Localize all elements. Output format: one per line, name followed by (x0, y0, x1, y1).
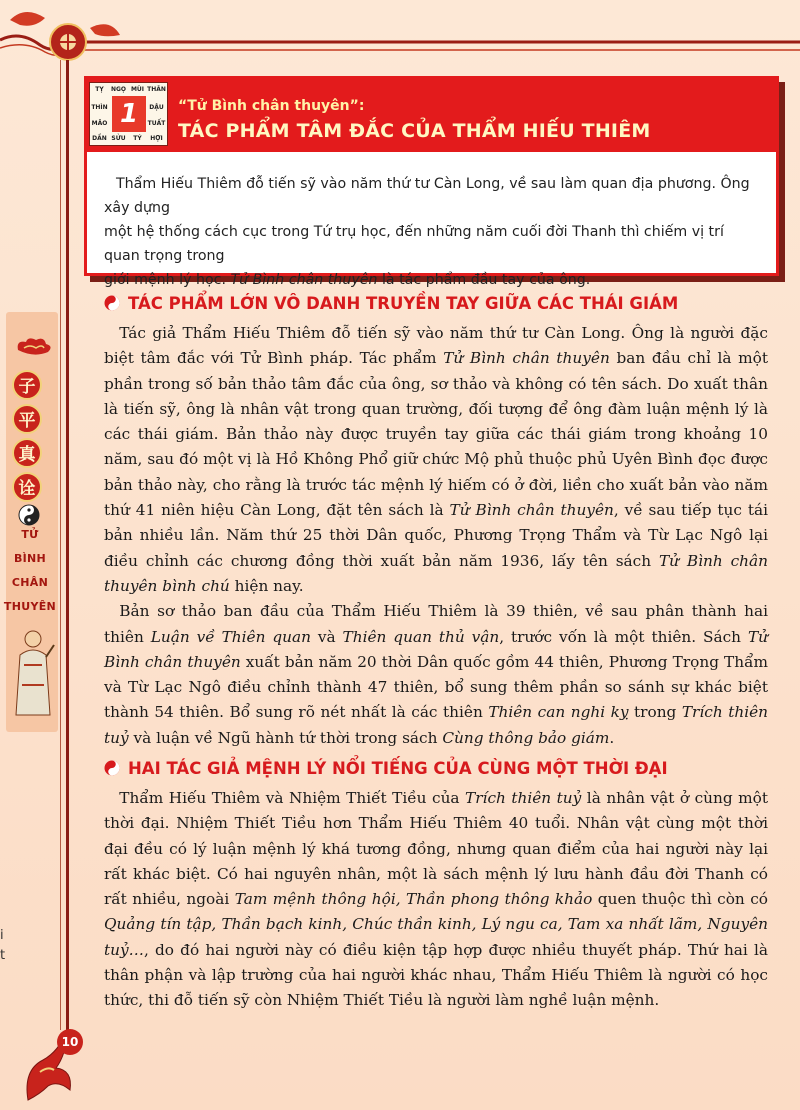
book-title: Tử Bình chân thuyên bình chú (104, 551, 768, 595)
paragraph (104, 786, 768, 1014)
badge-cell: HỢI (150, 135, 163, 142)
intro-line (104, 268, 764, 292)
book-title: Luận về Thiên quan (150, 627, 311, 646)
section-1-body (104, 321, 768, 751)
book-title: Trích thiên tuỷ (465, 789, 582, 807)
chapter-badge (89, 82, 168, 146)
book-title: Tử Bình chân thuyên (443, 349, 610, 368)
cloud-ornament-icon (14, 334, 54, 358)
chapter-number: 1 (112, 96, 146, 132)
side-word-4: THUYÊN (3, 600, 57, 613)
book-title: Cùng thông bảo giám (442, 728, 610, 747)
text-span: ban đầu chỉ là một phần trong số bản thảo tâm đắc của ông, sơ thảo và không có tên sách. Do xuất thân là tiến sỹ, ông là nhân vật trong quan trường, đối tượng để ông đàm luận mệnh lý là các thái giám. Bản thảo này được truyền tay giữa các thái giám trong khoảng 10 năm, sau đó một vị là Hồ Không Phổ giữ chức Mộ phủ thuộc phủ Uyên Bình đọc được bản thảo này, cho rằng là trước tác mệnh lý hiếm có ở đời, liền cho xuất bản vào năm thứ 41 niên hiệu Càn Long, đặt tên sách là (104, 349, 768, 520)
side-char-4: 诠 (12, 472, 42, 502)
book-title: Tử Bình chân thuyên (449, 501, 614, 520)
text-span: , về sau tiếp tục tái bản nhiều lần. Năm thứ 25 thời Dân quốc, Phương Trọng Thẩm và Từ Lạc Ngô lại điều chỉnh các chương đồng thời xuất bản năm 1936, lấy tên sách (104, 501, 768, 570)
edge-mark: i (0, 928, 4, 943)
side-word-1: TỬ (21, 528, 39, 541)
book-title: Thiên quan thủ vận (342, 627, 500, 646)
text-span: . (609, 728, 615, 747)
side-char-1: 子 (12, 370, 42, 400)
section-heading-1 (104, 294, 678, 313)
yin-yang-icon (18, 504, 40, 526)
side-word-2: BÌNH (13, 552, 47, 565)
intro-text-span: giới mệnh lý học. (104, 272, 231, 288)
book-title: Tử Bình chân thuyên (104, 627, 768, 671)
badge-cell: MÙI (130, 86, 145, 93)
text-span: Bản sơ thảo ban đầu của Thẩm Hiếu Thiêm là 39 thiên, về sau phân thành hai thiên (104, 602, 768, 646)
badge-cell: THÌN (91, 104, 108, 111)
edge-mark: t (0, 948, 6, 963)
intro-line: một hệ thống cách cục trong Tứ trụ học, đến những năm cuối đời Thanh thì chiếm vị trí quan trọng trong (104, 224, 724, 264)
top-ornament (0, 0, 800, 70)
badge-cell: DẦN (92, 135, 107, 142)
text-span: hiện nay. (229, 576, 304, 595)
badge-cell: TUẤT (147, 120, 166, 127)
left-rule-thin (60, 60, 61, 1030)
badge-cell: TÝ (133, 135, 142, 142)
text-span: , do đó hai người này có điều kiện tập hợp được nhiều thuyết pháp. Thứ hai là thân phận và lập trường của hai người khác nhau, Thẩm Hiếu Thiêm là người có học thức, thi đỗ tiến sỹ còn Nhiệm Thiết Tiều là người làm nghề luận mệnh. (104, 940, 768, 1010)
section-heading-2 (104, 759, 668, 778)
sage-figure-icon (10, 625, 56, 725)
page-number: 10 (57, 1029, 83, 1055)
book-title: Thiên can nghi kỵ (488, 703, 629, 722)
page-title: TÁC PHẨM TÂM ĐẮC CỦA THẨM HIẾU THIÊM (178, 120, 651, 142)
text-span: và luận về Ngũ hành tứ thời trong sách (128, 728, 443, 747)
text-span: Tác giả Thẩm Hiếu Thiêm đỗ tiến sỹ vào năm thứ tư Càn Long. Ông là người đặc biệt tâm đắc với Tử Bình pháp. Tác phẩm (104, 324, 768, 368)
yin-yang-bullet-icon (104, 295, 120, 311)
side-char-3: 真 (12, 438, 42, 468)
section-heading-text: TÁC PHẨM LỚN VÔ DANH TRUYỀN TAY GIỮA CÁC THÁI GIÁM (128, 294, 679, 313)
text-span: Thẩm Hiếu Thiêm và Nhiệm Thiết Tiều của (119, 789, 466, 807)
book-title: Quảng tín tập, Thần bạch kinh, Chúc thần kinh, Lý ngu ca, Tam xa nhất lãm, Nguyên tuỷ… (104, 915, 768, 959)
side-word-3: CHÂN (11, 576, 49, 589)
side-char-2: 平 (12, 404, 42, 434)
header-kicker: “Tử Bình chân thuyên”: (178, 98, 365, 114)
book-title: Tam mệnh thông hội, Thần phong thông khảo (234, 890, 593, 909)
text-span: , trước vốn là một thiên. Sách (499, 627, 748, 646)
paragraph (104, 321, 768, 599)
intro-line: Thẩm Hiếu Thiêm đỗ tiến sỹ vào năm thứ tư Càn Long, về sau làm quan địa phương. Ông xây dựng (104, 176, 750, 216)
badge-cell: MÃO (91, 120, 108, 127)
text-span: trong (628, 703, 682, 722)
text-span: quen thuộc thì còn có (592, 890, 768, 909)
badge-cell: THÂN (147, 86, 166, 93)
book-title: Trích thiên tuỷ (104, 703, 768, 747)
text-span: xuất bản năm 20 thời Dân quốc gồm 44 thiên, Phương Trọng Thẩm và Từ Lạc Ngô điều chỉnh thành 47 thiên, bổ sung thêm phần so sánh sự khác biệt thành 54 thiên. Bổ sung rõ nét nhất là các thiên (104, 652, 768, 722)
left-rule (66, 60, 69, 1030)
badge-cell: NGỌ (110, 86, 127, 93)
intro-book-title: Tử Bình chân thuyên (230, 272, 378, 288)
section-heading-text: HAI TÁC GIẢ MỆNH LÝ NỔI TIẾNG CỦA CÙNG MỘT THỜI ĐẠI (128, 759, 668, 778)
yin-yang-bullet-icon (104, 760, 120, 776)
paragraph (104, 599, 768, 751)
badge-cell: DẬU (149, 104, 164, 111)
intro-text-span: là tác phẩm đầu tay của ông. (377, 272, 591, 288)
badge-cell: SỬU (111, 135, 126, 142)
intro-paragraph (104, 172, 764, 292)
text-span: là nhân vật ở cùng một thời đại. Nhiệm Thiết Tiều hơn Thẩm Hiếu Thiêm 40 tuổi. Nhân vật cùng một thời đại đều có lý luận mệnh lý khá tương đồng, nhưng quan điểm của hai người này lại rất khác biệt. Có hai nguyên nhân, một là sách mệnh lý lưu hành đầu đời Thanh có rất nhiều, ngoài (104, 789, 769, 909)
section-2-body (104, 786, 768, 1014)
text-span: và (310, 627, 343, 646)
badge-cell: TỴ (95, 86, 104, 93)
